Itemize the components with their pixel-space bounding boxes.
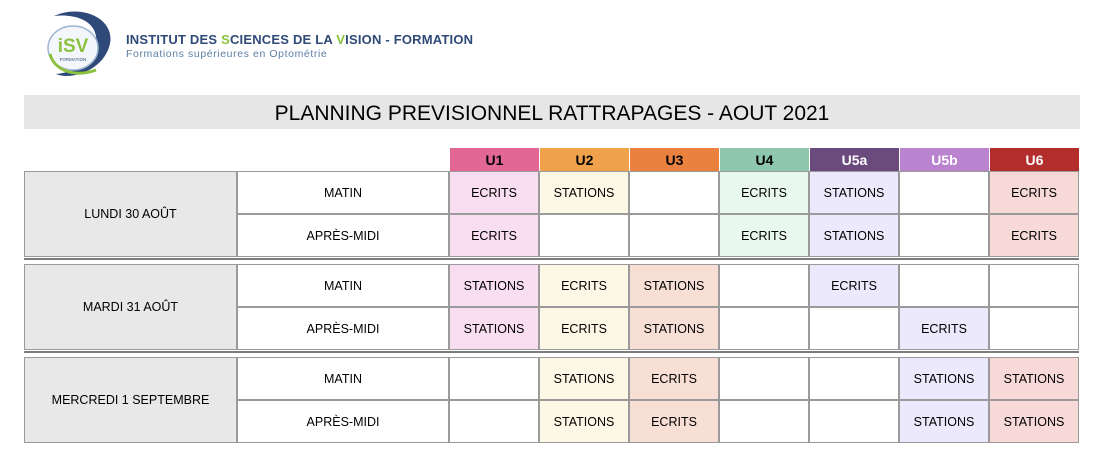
schedule-cell: ECRITS [719,214,809,257]
institute-name: INSTITUT DES SCIENCES DE LA VISION - FORMATION [126,32,474,47]
schedule-cell: STATIONS [449,264,539,307]
unit-header-u2: U2 [539,148,629,171]
schedule-cell: STATIONS [899,400,989,443]
schedule-cell: ECRITS [539,264,629,307]
schedule-cell: ECRITS [719,171,809,214]
schedule-cell: ECRITS [449,171,539,214]
day-separator [24,258,1079,260]
period-label: MATIN [237,357,449,400]
period-label: APRÈS-MIDI [237,307,449,350]
schedule-cell: ECRITS [989,171,1079,214]
svg-text:iSV: iSV [57,36,89,57]
unit-header-u5a: U5a [809,148,899,171]
schedule-cell: STATIONS [989,400,1079,443]
page-title: PLANNING PREVISIONNEL RATTRAPAGES - AOUT 2021 [24,95,1080,129]
schedule-cell [539,214,629,257]
schedule-cell: STATIONS [449,307,539,350]
schedule-cell: STATIONS [899,357,989,400]
schedule-cell [449,357,539,400]
period-label: MATIN [237,264,449,307]
schedule-cell: STATIONS [539,171,629,214]
schedule-cell [719,307,809,350]
schedule-cell [449,400,539,443]
schedule-cell [899,171,989,214]
day-label: MARDI 31 AOÛT [24,264,237,350]
period-label: APRÈS-MIDI [237,214,449,257]
unit-header-u1: U1 [449,148,539,171]
schedule-cell: STATIONS [809,171,899,214]
schedule-cell [719,264,809,307]
schedule-cell: ECRITS [539,307,629,350]
period-label: MATIN [237,171,449,214]
unit-header-u3: U3 [629,148,719,171]
institute-tagline: Formations supérieures en Optométrie [126,48,328,60]
day-label: MERCREDI 1 SEPTEMBRE [24,357,237,443]
schedule-cell [719,400,809,443]
schedule-cell [809,307,899,350]
schedule-cell [719,357,809,400]
schedule-cell: ECRITS [449,214,539,257]
schedule-cell: STATIONS [809,214,899,257]
schedule-cell: STATIONS [539,400,629,443]
period-label: APRÈS-MIDI [237,400,449,443]
schedule-cell: ECRITS [629,357,719,400]
schedule-cell: STATIONS [629,307,719,350]
day-separator [24,351,1079,353]
schedule-cell [989,307,1079,350]
schedule-cell: ECRITS [989,214,1079,257]
schedule-cell: ECRITS [809,264,899,307]
schedule-cell: STATIONS [629,264,719,307]
schedule-cell [809,400,899,443]
schedule-cell: ECRITS [629,400,719,443]
unit-header-u6: U6 [989,148,1079,171]
schedule-cell [629,171,719,214]
schedule-cell: STATIONS [539,357,629,400]
svg-text:FORMATION: FORMATION [59,57,87,62]
schedule-cell: STATIONS [989,357,1079,400]
unit-header-u4: U4 [719,148,809,171]
day-label: LUNDI 30 AOÛT [24,171,237,257]
schedule-cell [809,357,899,400]
schedule-cell [629,214,719,257]
unit-header-u5b: U5b [899,148,989,171]
schedule-cell [899,214,989,257]
schedule-cell [989,264,1079,307]
schedule-cell [899,264,989,307]
schedule-cell: ECRITS [899,307,989,350]
